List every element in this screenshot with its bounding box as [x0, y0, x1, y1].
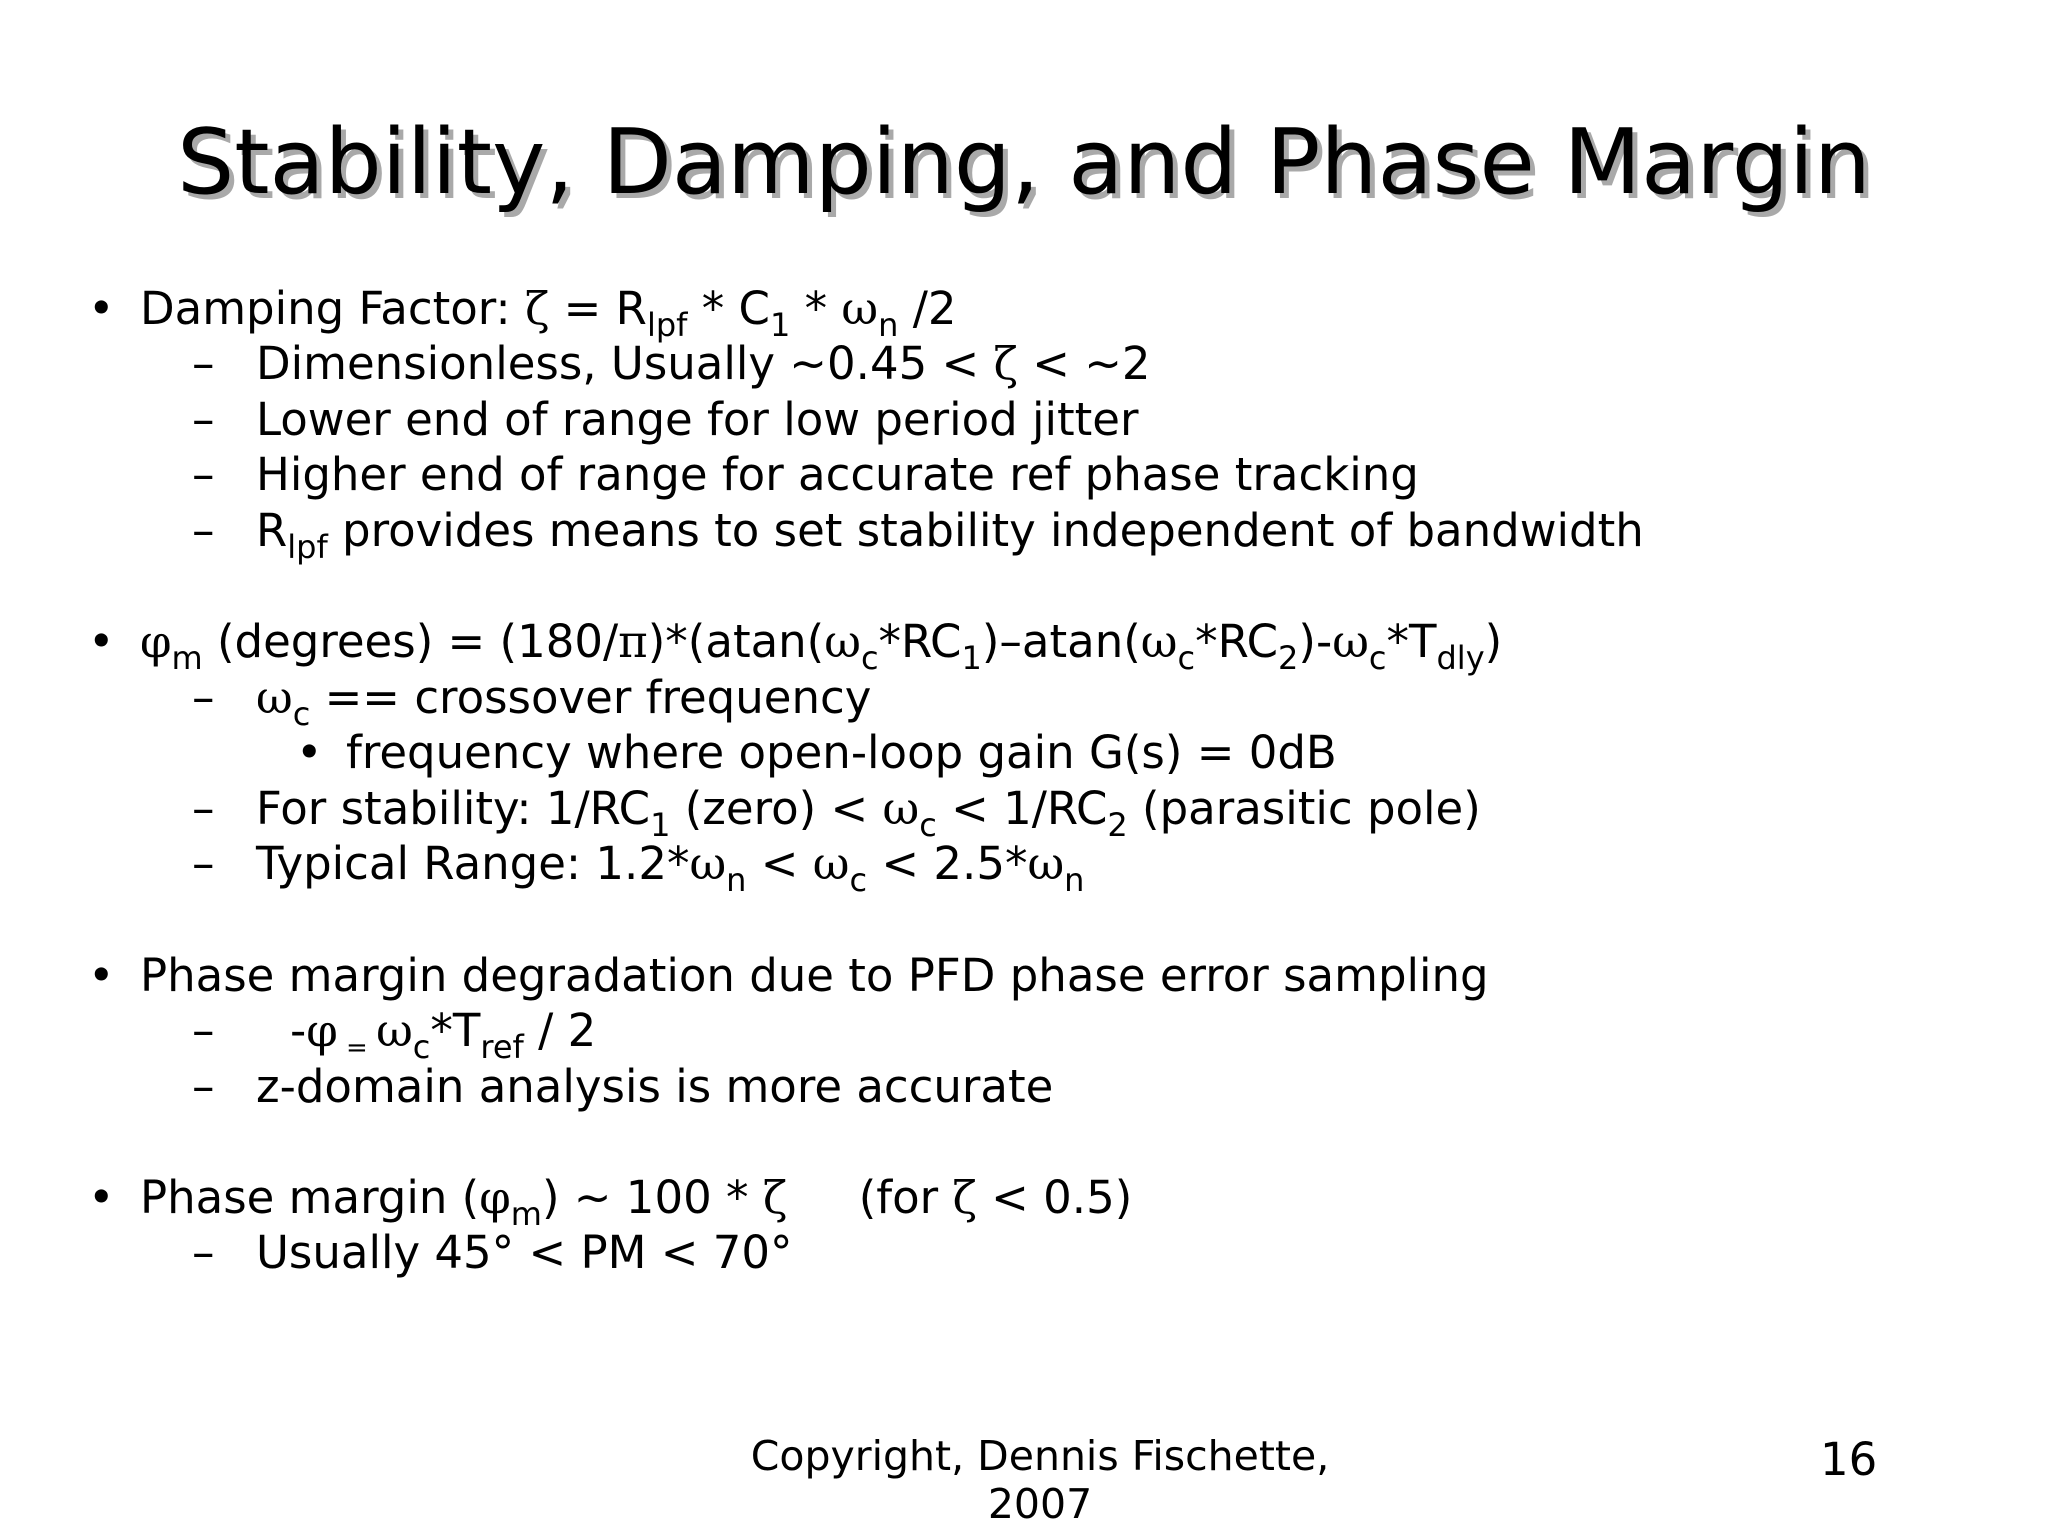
higher-end-line: Higher end of range for accurate ref phase tracking: [256, 448, 1419, 501]
dash-marker: –: [192, 837, 215, 890]
pm-degradation-line: Phase margin degradation due to PFD phase error sampling: [140, 949, 1489, 1002]
rlpf-line: $R_{lpf}$ provides means to set stability independent of bandwidth: [256, 504, 1644, 566]
dash-marker: –: [192, 393, 215, 446]
open-loop-line: frequency where open-loop gain G(s) = 0dB: [346, 726, 1337, 779]
dimensionless-line: Dimensionless, Usually ~0.45 < ζ < ~2: [256, 337, 1151, 390]
page-number: 16: [1820, 1433, 1878, 1486]
bullet-marker: •: [88, 615, 115, 668]
typical-range-line: Typical Range: $1.2*\omega_n < \omega_c < 2.5*\omega_n$: [256, 837, 1085, 899]
dash-marker: –: [192, 337, 215, 390]
for-stability-line: For stability: $1/RC_1$ (zero) < $\omega_c < 1/RC_2$ (parasitic pole): [256, 782, 1481, 844]
copyright-line-1: Copyright, Dennis Fischette,: [750, 1432, 1330, 1480]
phase-margin-formula-line: $\varphi_m$ (degrees) = $(180/\pi)*(atan(\omega_c*RC_1)-atan(\omega_c*RC_2)-\omega_c*T_{dly})$: [140, 615, 1503, 677]
dash-marker: –: [192, 782, 215, 835]
copyright-line-2: 2007: [987, 1480, 1093, 1528]
sub-bullet-marker: •: [296, 726, 323, 779]
slide-title: Stability, Damping, and Phase Margin: [177, 110, 1871, 215]
z-domain-line: z-domain analysis is more accurate: [256, 1060, 1054, 1113]
footer-copyright: [620, 1432, 1460, 1528]
dash-marker: –: [192, 671, 215, 724]
bullet-marker: •: [88, 282, 115, 335]
dash-marker: –: [192, 1060, 215, 1113]
bullet-marker: •: [88, 949, 115, 1002]
crossover-line: $\omega_c$ == crossover frequency: [256, 671, 872, 733]
pm-approx-line: Phase margin $(\varphi_m)$ ~ 100 * ζ (for ζ < 0.5): [140, 1171, 1133, 1233]
dash-marker: –: [192, 1004, 215, 1057]
phi-formula-line: -φ $_=$ $\omega_c*T_{ref} / 2$: [290, 1004, 597, 1066]
dash-marker: –: [192, 504, 215, 557]
damping-factor-line: Damping Factor: $\zeta = R_{lpf} * C_1 * \omega_n$ /2: [140, 282, 957, 344]
bullet-marker: •: [88, 1171, 115, 1224]
lower-end-line: Lower end of range for low period jitter: [256, 393, 1139, 446]
usually-pm-line: Usually 45° < PM < 70°: [256, 1226, 793, 1279]
dash-marker: –: [192, 448, 215, 501]
dash-marker: –: [192, 1226, 215, 1279]
